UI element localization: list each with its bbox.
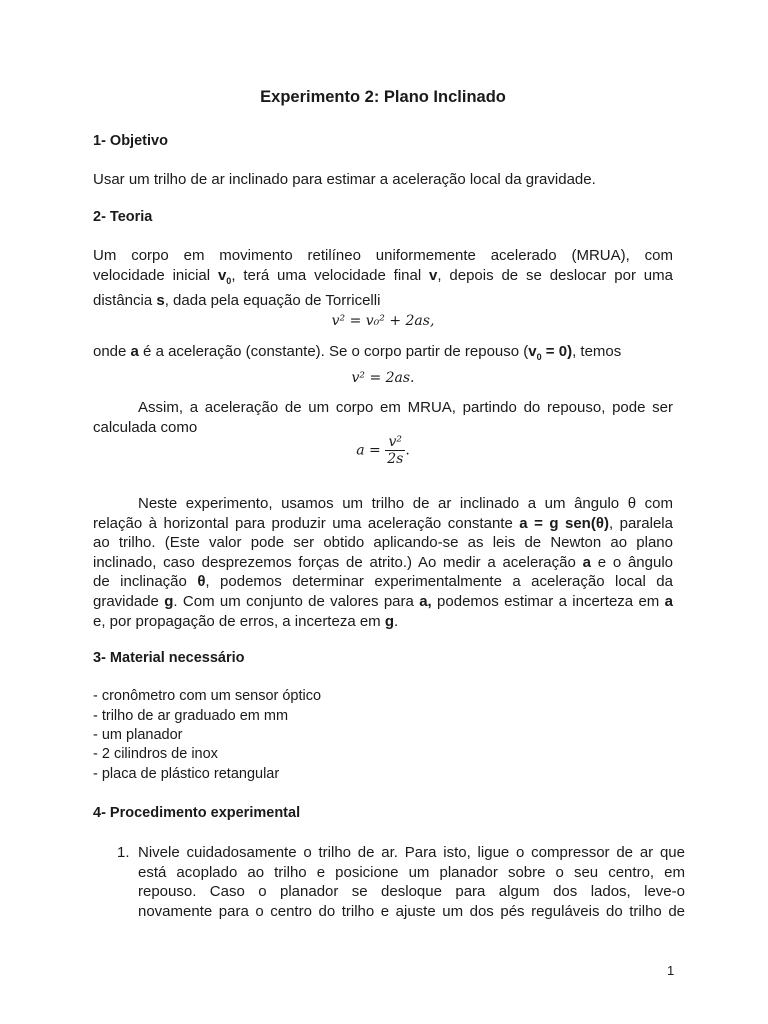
text-line: novamente para o centro do trilho e ajuste um dos pés reguláveis do trilho de — [138, 902, 685, 920]
text-line: inclinado, caso desprezemos forças de atrito.) Ao medir a aceleração a e o ângulo — [93, 553, 673, 571]
text-line: relação à horizontal para produzir uma aceleração constante a = g sen(θ), paralela — [93, 514, 673, 532]
list-number: 1. — [117, 844, 130, 861]
page-title: Experimento 2: Plano Inclinado — [260, 88, 506, 106]
page-number: 1 — [667, 963, 675, 978]
text-line: repouso. Caso o planador se desloque para algum dos lados, leve-o — [138, 883, 685, 901]
objetivo-line: Usar um trilho de ar inclinado para estimar a aceleração local da gravidade. — [93, 171, 596, 188]
teoria-paragraph-2 — [93, 342, 673, 368]
section-heading-material: 3- Material necessário — [93, 650, 245, 666]
text-line: de inclinação θ, podemos determinar experimentalmente a aceleração local da — [93, 573, 673, 591]
list-item: - trilho de ar graduado em mm — [93, 708, 289, 724]
section-heading-procedimento: 4- Procedimento experimental — [93, 805, 301, 821]
text-line: distância s, dada pela equação de Torricelli — [93, 292, 381, 310]
teoria-paragraph-4 — [93, 494, 673, 631]
list-item: - 2 cilindros de inox — [93, 746, 218, 762]
section-heading-objetivo: 1- Objetivo — [93, 133, 168, 149]
text-line: Um corpo em movimento retilíneo uniformemente acelerado (MRUA), com — [93, 247, 673, 264]
list-item: - cronômetro com um sensor óptico — [93, 688, 322, 704]
objetivo-text — [93, 170, 673, 190]
text-line: ao trilho. (Este valor pode ser obtido aplicando-se as leis de Newton ao plano — [93, 534, 673, 552]
text-line: está acoplado ao trilho e posicione um planador sobre o seu centro, em — [138, 863, 685, 881]
text-line: velocidade inicial $v_0$, terá uma velocidade final v, depois de se deslocar por uma — [93, 266, 673, 286]
list-item: - placa de plástico retangular — [93, 766, 280, 782]
fraction: $\frac{\text{v²}}{2s}$ — [387, 434, 404, 467]
text-line: Assim, a aceleração de um corpo em MRUA, partindo do repouso, pode ser — [138, 399, 673, 416]
teoria-paragraph-3 — [93, 398, 673, 437]
list-item: - um planador — [93, 727, 183, 743]
text-line: Neste experimento, usamos um trilho de ar inclinado a um ângulo θ com — [138, 495, 673, 512]
text-line: calculada como — [93, 418, 198, 436]
list-item-body — [138, 843, 685, 921]
rest-equation: v² = 2as. — [351, 370, 415, 386]
torricelli-equation: v² = v₀² + 2as, — [331, 313, 435, 329]
text-line: onde a é a aceleração (constante). Se o corpo partir de repouso $(v_0 = 0)$, temos — [93, 343, 622, 362]
teoria-paragraph-1 — [93, 246, 673, 311]
section-heading-teoria: 2- Teoria — [93, 209, 153, 225]
text-line: gravidade g. Com um conjunto de valores para a, podemos estimar a incerteza em a — [93, 592, 673, 610]
acceleration-equation: a = $\frac{\text{v²}}{2s}$ . — [356, 434, 410, 467]
text-line: Nivele cuidadosamente o trilho de ar. Para isto, ligue o compressor de ar que — [138, 844, 685, 861]
text-line: e, por propagação de erros, a incerteza em g. — [93, 612, 399, 630]
